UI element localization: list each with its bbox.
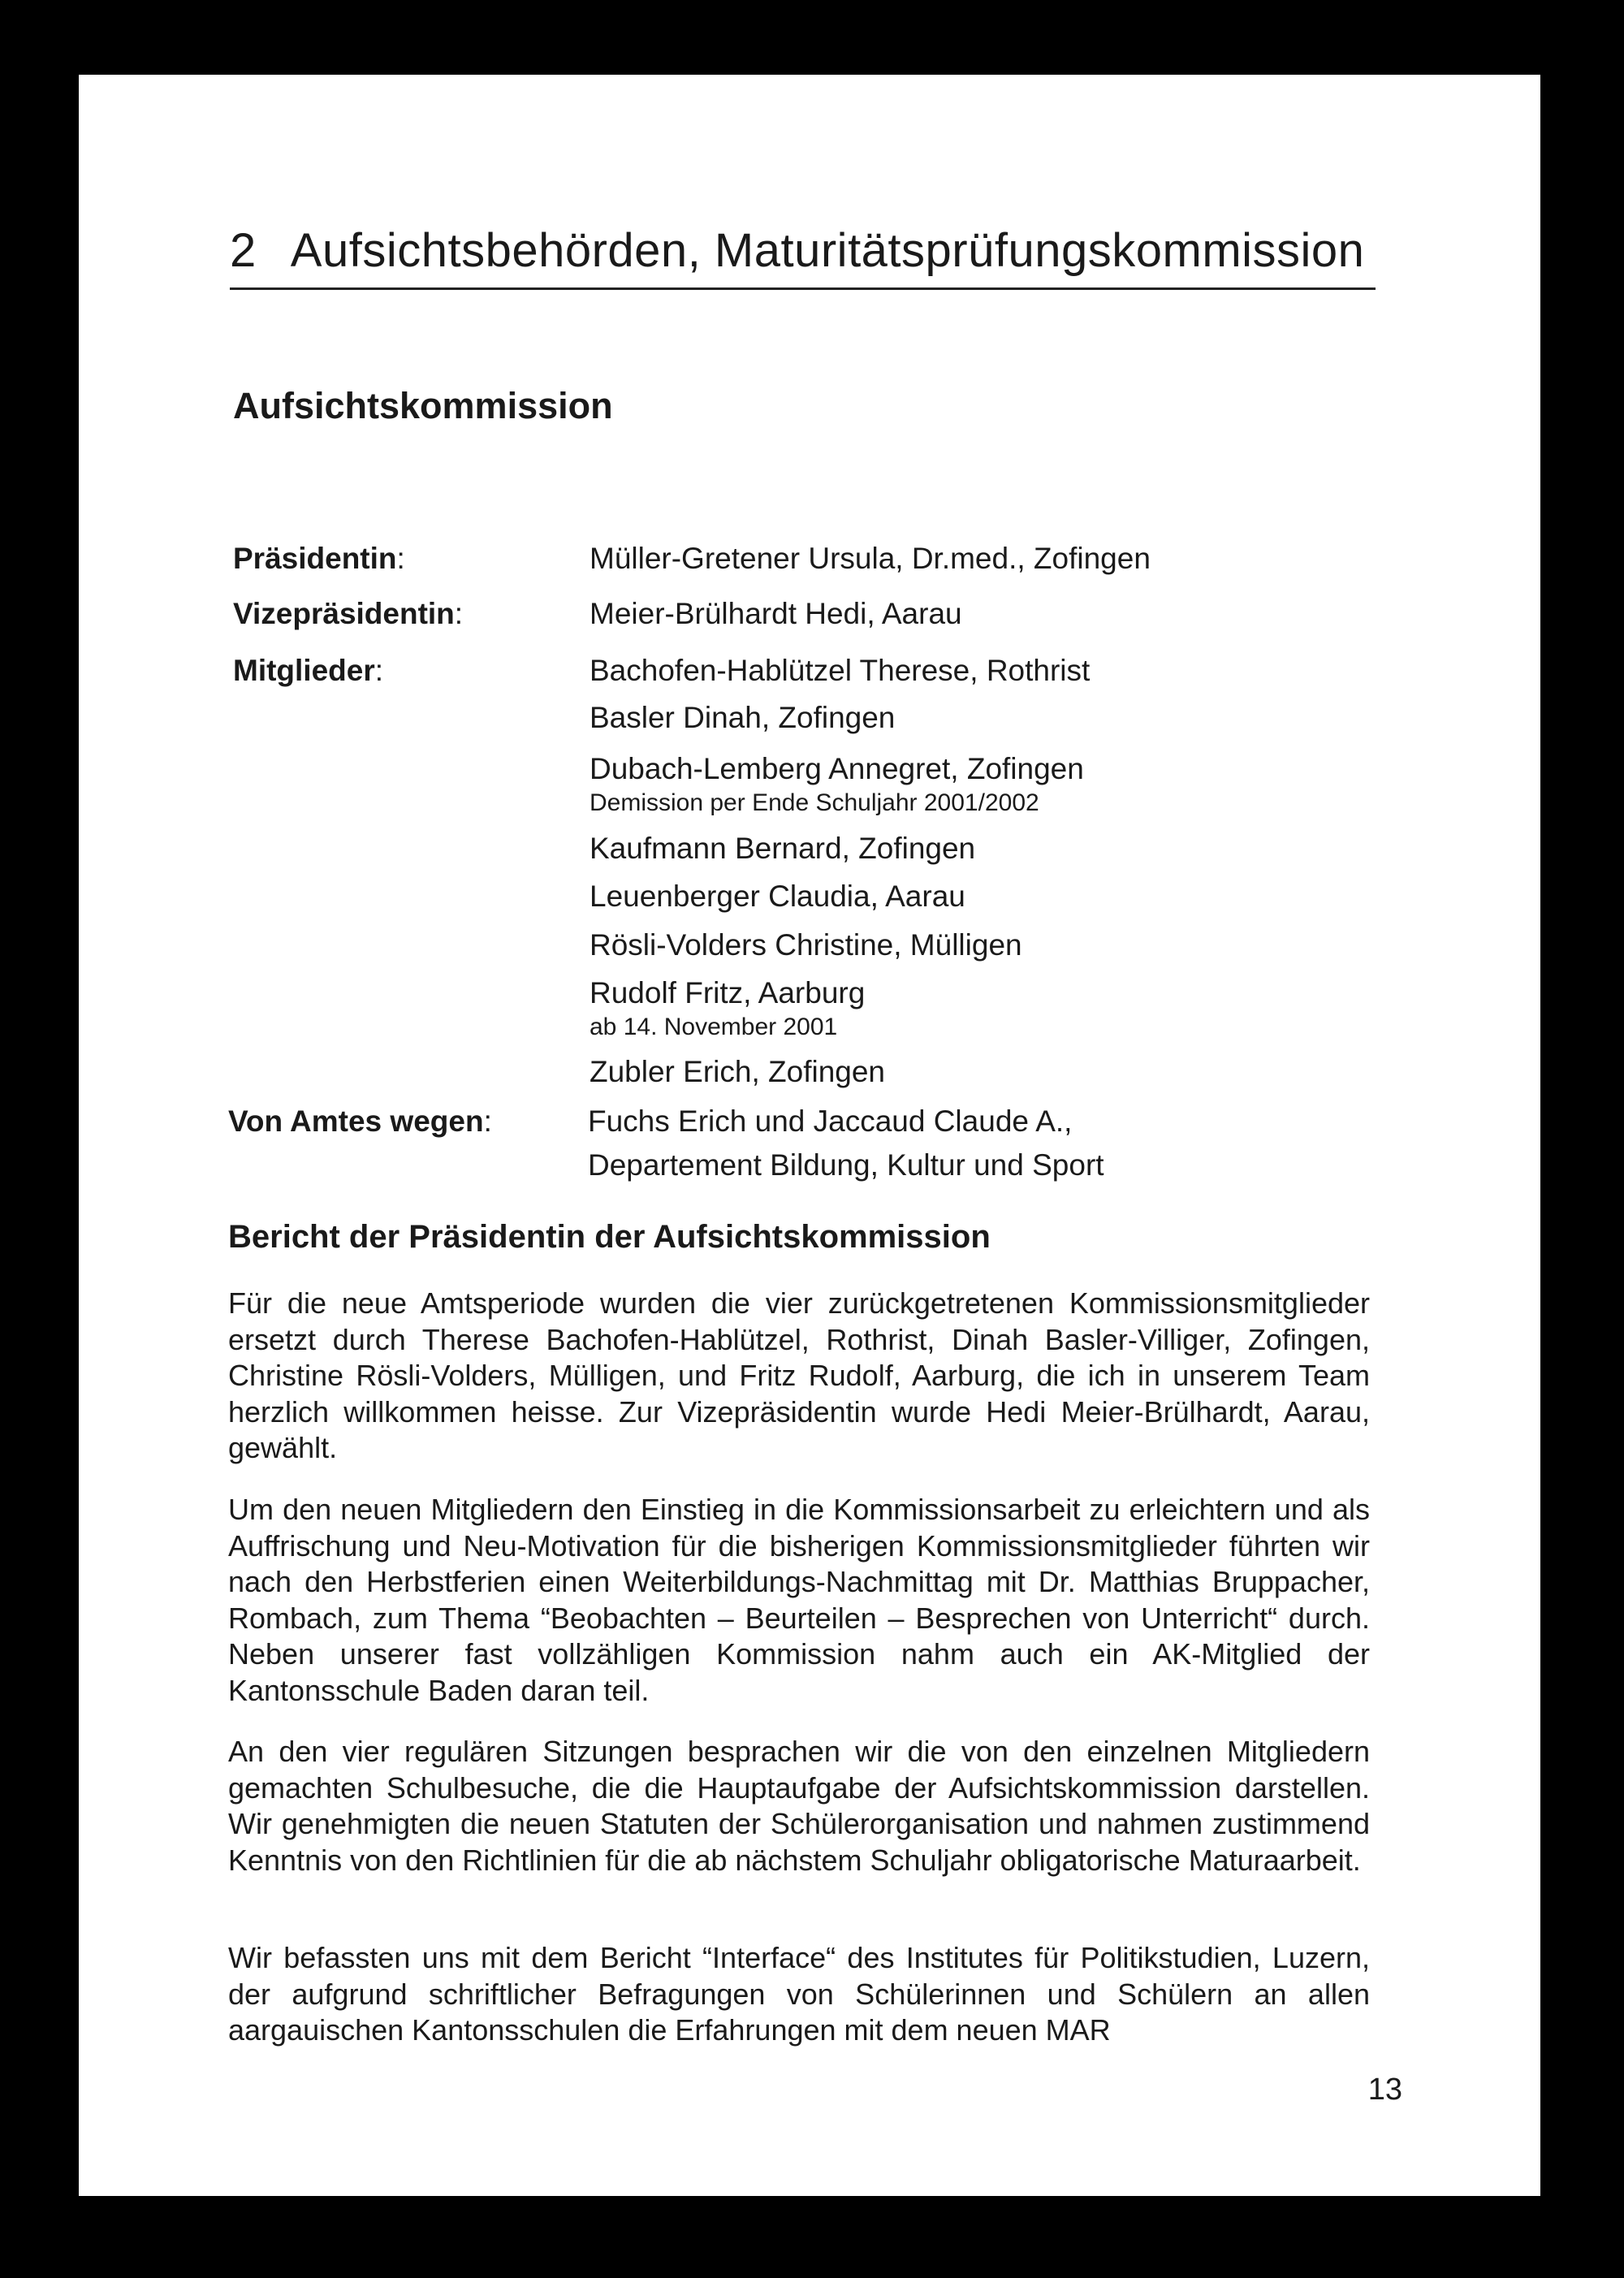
report-paragraph: Für die neue Amtsperiode wurden die vier zurückgetretenen Kommissionsmitglieder ersetzt durch Therese Bachofen-Hablützel, Rothrist, Dinah Basler-Villiger, Zofingen, Christine Rösli-Volders, Mülligen, und Fritz Rudolf, Aarburg, die ich in unserem Team herzlich willkommen heisse. Zur Vizepräsidentin wurde Hedi Meier-Brülhardt, Aarau, gewählt.	[228, 1286, 1370, 1464]
entry-ex-officio: Fuchs Erich und Jaccaud Claude A.,	[588, 1104, 1073, 1138]
chapter-number: 2	[230, 224, 257, 277]
entry-ex-officio: Departement Bildung, Kultur und Sport	[588, 1148, 1104, 1182]
entry-member: Rösli-Volders Christine, Mülligen	[590, 928, 1022, 962]
entry-praesidentin: Müller-Gretener Ursula, Dr.med., Zofingen	[590, 542, 1151, 575]
role-label-colon: :	[374, 654, 384, 687]
report-paragraph: Wir befassten uns mit dem Bericht “Interface“ des Institutes für Politikstudien, Luzern, der aufgrund schriftlicher Befragungen von Schülerinnen und Schülern an allen aargauischen Kantonsschulen die Erfahrungen mit dem neuen MAR	[228, 1941, 1370, 2047]
role-label-text: Von Amtes wegen	[228, 1104, 484, 1138]
chapter-title-text: Aufsichtsbehörden, Maturitätsprüfungskommission	[290, 224, 1365, 277]
chapter-title	[230, 223, 1364, 278]
role-label-colon: :	[396, 542, 405, 575]
entry-vize: Meier-Brülhardt Hedi, Aarau	[590, 597, 962, 630]
role-label-vize	[233, 597, 463, 631]
report-paragraph: Um den neuen Mitgliedern den Einstieg in die Kommissionsarbeit zu erleichtern und als Auffrischung und Neu-Motivation für die bisherigen Kommissionsmitglieder führten wir nach den Herbstferien einen Weiterbildungs-Nachmittag mit Dr. Matthias Bruppacher, Rombach, zum Thema “Beobachten – Beurteilen – Besprechen von Unterricht“ durch. Neben unserer fast vollzähligen Kommission nahm auch ein AK-Mitglied der Kantonsschule Baden daran teil.	[228, 1493, 1370, 1707]
role-label-text: Präsidentin	[233, 542, 397, 575]
entry-member: Kaufmann Bernard, Zofingen	[590, 832, 976, 865]
role-label-praesidentin	[233, 542, 405, 576]
entry-member: Leuenberger Claudia, Aarau	[590, 880, 965, 913]
chapter-underline	[230, 287, 1376, 290]
role-label-colon: :	[483, 1104, 492, 1138]
entry-member: Dubach-Lemberg Annegret, Zofingen	[590, 752, 1084, 785]
entry-note-demission: Demission per Ende Schuljahr 2001/2002	[590, 789, 1039, 816]
role-label-text: Vizepräsidentin	[233, 597, 455, 630]
entry-member: Rudolf Fritz, Aarburg	[590, 976, 866, 1009]
role-label-von-amtes-wegen	[228, 1104, 492, 1139]
role-label-mitglieder	[233, 654, 383, 688]
report-paragraph: An den vier regulären Sitzungen besprachen wir die von den einzelnen Mitgliedern gemachten Schulbesuche, die die Hauptaufgabe der Aufsichtskommission darstellen. Wir genehmigten die neuen Statuten der Schülerorganisation und nahmen zustimmend Kenntnis von den Richtlinien für die ab nächstem Schuljahr obligatorische Maturaarbeit.	[228, 1735, 1370, 1877]
entry-member: Bachofen-Hablützel Therese, Rothrist	[590, 654, 1091, 687]
report-heading: Bericht der Präsidentin der Aufsichtskommission	[228, 1219, 991, 1255]
entry-member: Zubler Erich, Zofingen	[590, 1055, 886, 1088]
document-page	[79, 75, 1540, 2196]
entry-member: Basler Dinah, Zofingen	[590, 701, 896, 734]
role-label-colon: :	[454, 597, 464, 630]
entry-note-start: ab 14. November 2001	[590, 1014, 838, 1040]
page-number: 13	[1367, 2073, 1402, 2107]
section-heading: Aufsichtskommission	[233, 385, 613, 426]
role-label-text: Mitglieder	[233, 654, 375, 687]
